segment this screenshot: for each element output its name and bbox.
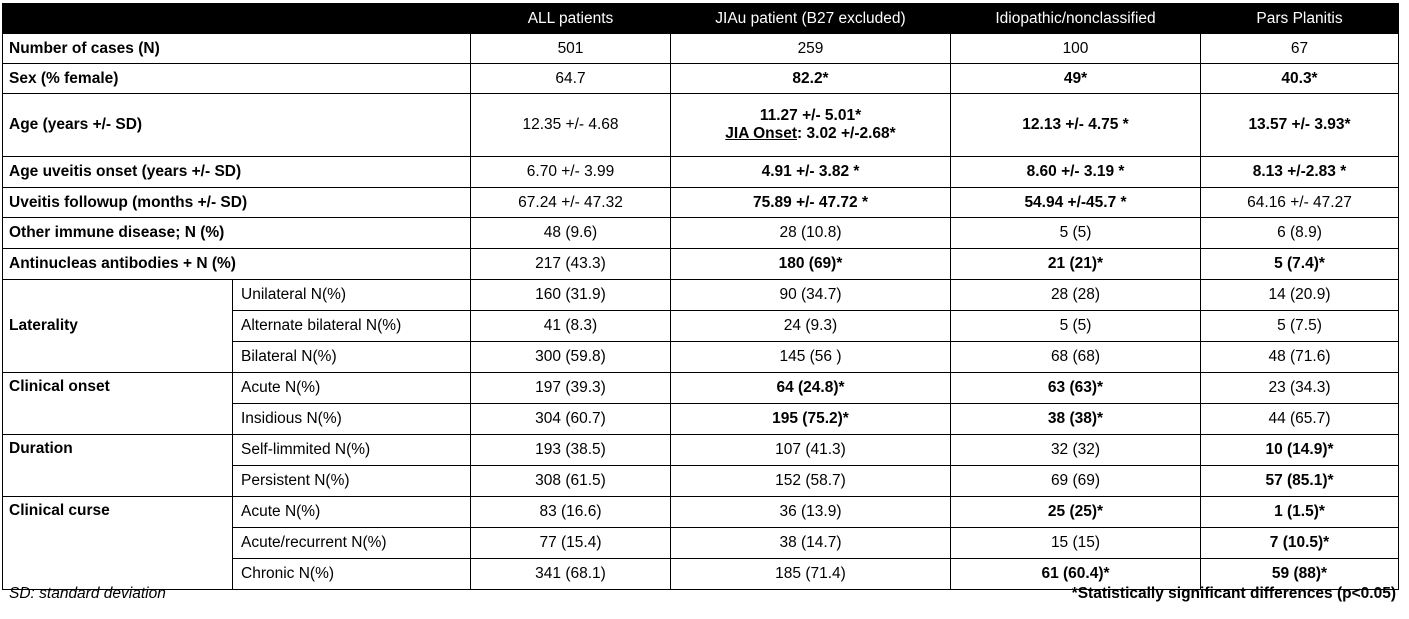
cell: 49* [951,64,1201,94]
sub-label: Acute N(%) [233,497,471,528]
age-jia-line1: 11.27 +/- 5.01* [759,107,862,124]
footnote-significance: *Statistically significant differences (p<0.05) [1071,585,1396,602]
jia-onset-label: JIA Onset [725,125,798,142]
header-jiau: JIAu patient (B27 excluded) [671,4,951,34]
cell: 100 [951,34,1201,64]
cell: 195 (75.2)* [671,404,951,435]
table-row [3,280,1399,311]
header-all-patients: ALL patients [471,4,671,34]
group-label-laterality: Laterality [3,280,233,373]
cell: 7 (10.5)* [1201,528,1399,559]
cell: 68 (68) [951,342,1201,373]
cell: 5 (5) [951,311,1201,342]
cell: 38 (14.7) [671,528,951,559]
cell: 152 (58.7) [671,466,951,497]
cell: 185 (71.4) [671,559,951,590]
header-row [3,4,1399,34]
row-label: Number of cases (N) [3,34,471,64]
cell: 61 (60.4)* [951,559,1201,590]
cell: 36 (13.9) [671,497,951,528]
cell: 197 (39.3) [471,373,671,404]
cell: 77 (15.4) [471,528,671,559]
header-cell-blank [3,4,471,34]
cell: 5 (5) [951,218,1201,249]
cell: 107 (41.3) [671,435,951,466]
cell: 64.16 +/- 47.27 [1201,188,1399,218]
table-row [3,435,1399,466]
cell: 6 (8.9) [1201,218,1399,249]
cell: 300 (59.8) [471,342,671,373]
cell: 14 (20.9) [1201,280,1399,311]
header-pars-planitis: Pars Planitis [1201,4,1399,34]
cell: 304 (60.7) [471,404,671,435]
footnote-sd: SD: standard deviation [9,585,166,602]
table-row [3,157,1399,188]
group-label-duration: Duration [3,435,233,497]
sub-label: Insidious N(%) [233,404,471,435]
cell: 4.91 +/- 3.82 * [671,157,951,188]
table-row [3,94,1399,157]
cell: 90 (34.7) [671,280,951,311]
cell: 28 (10.8) [671,218,951,249]
cell: 15 (15) [951,528,1201,559]
cell: 64.7 [471,64,671,94]
sub-label: Self-limmited N(%) [233,435,471,466]
cell: 5 (7.5) [1201,311,1399,342]
cell: 82.2* [671,64,951,94]
cell: 44 (65.7) [1201,404,1399,435]
group-label-clinical-curse: Clinical curse [3,497,233,590]
cell: 40.3* [1201,64,1399,94]
group-label-clinical-onset: Clinical onset [3,373,233,435]
row-label: Other immune disease; N (%) [3,218,471,249]
cell: 41 (8.3) [471,311,671,342]
cell: 24 (9.3) [671,311,951,342]
cell: 160 (31.9) [471,280,671,311]
cell: 69 (69) [951,466,1201,497]
cell: 67 [1201,34,1399,64]
uveitis-table [2,3,1399,590]
row-label: Age (years +/- SD) [3,94,471,157]
cell: 180 (69)* [671,249,951,280]
table-row [3,34,1399,64]
cell: 8.60 +/- 3.19 * [951,157,1201,188]
cell: 12.13 +/- 4.75 * [951,94,1201,157]
cell: 217 (43.3) [471,249,671,280]
row-label: Uveitis followup (months +/- SD) [3,188,471,218]
cell: 501 [471,34,671,64]
cell: 13.57 +/- 3.93* [1201,94,1399,157]
age-jia-line2 [677,125,944,143]
table-row [3,249,1399,280]
cell: 6.70 +/- 3.99 [471,157,671,188]
cell: 48 (71.6) [1201,342,1399,373]
sub-label: Alternate bilateral N(%) [233,311,471,342]
cell: 75.89 +/- 47.72 * [671,188,951,218]
cell: 259 [671,34,951,64]
sub-label: Bilateral N(%) [233,342,471,373]
cell: 10 (14.9)* [1201,435,1399,466]
cell: 341 (68.1) [471,559,671,590]
table-row [3,218,1399,249]
cell: 23 (34.3) [1201,373,1399,404]
cell: 5 (7.4)* [1201,249,1399,280]
table-row [3,497,1399,528]
cell: 48 (9.6) [471,218,671,249]
cell: 193 (38.5) [471,435,671,466]
sub-label: Acute/recurrent N(%) [233,528,471,559]
cell: 12.35 +/- 4.68 [471,94,671,157]
cell: 54.94 +/-45.7 * [951,188,1201,218]
cell: 64 (24.8)* [671,373,951,404]
row-label: Age uveitis onset (years +/- SD) [3,157,471,188]
sub-label: Acute N(%) [233,373,471,404]
row-label: Antinucleas antibodies + N (%) [3,249,471,280]
cell: 83 (16.6) [471,497,671,528]
table-row [3,188,1399,218]
cell-age-jia [671,94,951,157]
cell: 32 (32) [951,435,1201,466]
cell: 63 (63)* [951,373,1201,404]
sub-label: Persistent N(%) [233,466,471,497]
cell: 308 (61.5) [471,466,671,497]
cell: 21 (21)* [951,249,1201,280]
cell: 57 (85.1)* [1201,466,1399,497]
table-row [3,373,1399,404]
cell: 38 (38)* [951,404,1201,435]
cell: 67.24 +/- 47.32 [471,188,671,218]
cell: 1 (1.5)* [1201,497,1399,528]
cell: 25 (25)* [951,497,1201,528]
row-label: Sex (% female) [3,64,471,94]
cell: 8.13 +/-2.83 * [1201,157,1399,188]
table-row [3,64,1399,94]
header-idiopathic: Idiopathic/nonclassified [951,4,1201,34]
sub-label: Unilateral N(%) [233,280,471,311]
jia-onset-value: : 3.02 +/-2.68* [797,125,896,142]
cell: 145 (56 ) [671,342,951,373]
cell: 28 (28) [951,280,1201,311]
sub-label: Chronic N(%) [233,559,471,590]
cell: 59 (88)* [1201,559,1399,590]
